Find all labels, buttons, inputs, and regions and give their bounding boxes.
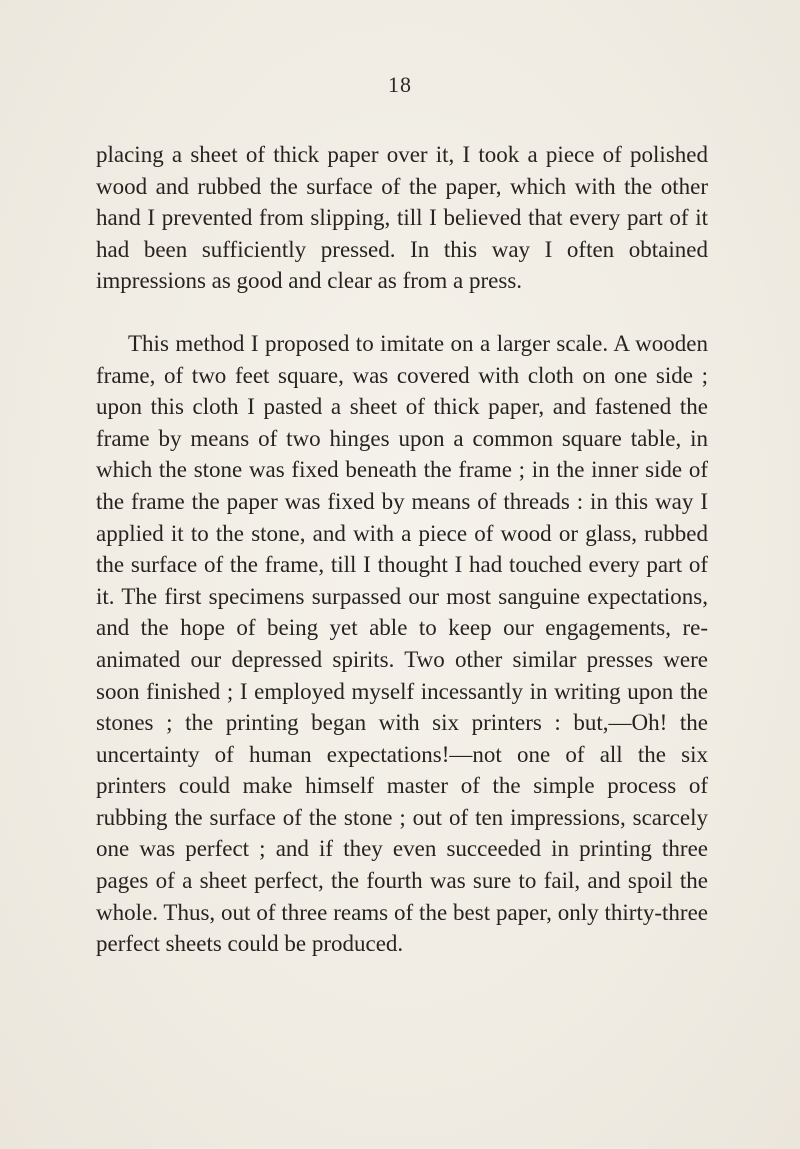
page-number: 18 — [388, 72, 412, 97]
body-text — [96, 139, 708, 960]
paragraph-continuation: placing a sheet of thick paper over it, I took a piece of polished wood and rubbed the surface of the paper, which with the other hand I prevented from slipping, till I believed that every part of it had been sufficiently pressed. In this way I often obtained impressions as good and clear as from a press. — [96, 142, 708, 294]
paragraph-spacer — [96, 297, 708, 328]
paragraph-method: This method I proposed to imitate on a larger scale. A wooden frame, of two feet square, was covered with cloth on one side ; upon this cloth I pasted a sheet of thick paper, and fastened the frame by means of two hinges upon a common square table, in which the stone was fixed beneath the frame ; in the inner side of the frame the paper was fixed by means of threads : in this way I applied it to the stone, and with a piece of wood or glass, rubbed the surface of the frame, till I thought I had touched every part of it. The first specimens surpassed our most sanguine expectations, and the hope of being yet able to keep our engagements, re-animated our depressed spirits. Two other similar presses were soon finished ; I employed myself incessantly in writing upon the stones ; the printing began with six printers : but,—Oh! the uncertainty of human expectations!—not one of all the six printers could make himself master of the simple process of rubbing the surface of the stone ; out of ten impressions, scarcely one was perfect ; and if they even succeeded in printing three pages of a sheet perfect, the fourth was sure to fail, and spoil the whole. Thus, out of three reams of the best paper, only thirty-three perfect sheets could be produced. — [96, 330, 708, 957]
